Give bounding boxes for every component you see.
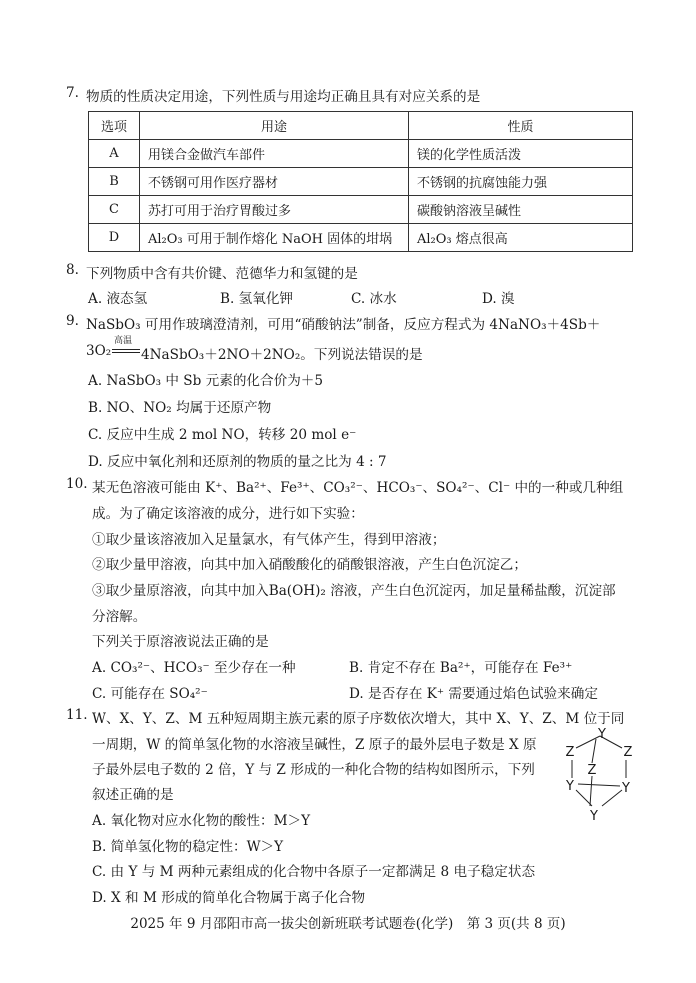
page-footer: 2025 年 9 月邵阳市高一拔尖创新班联考试题卷(化学) 第 3 页(共 8 页) [130,916,566,932]
option-c: C. 反应中生成 2 mol NO，转移 20 mol e⁻ [88,427,357,443]
option-d: D. 溴 [482,291,515,307]
options-table [88,111,633,252]
table-cell: 用镁合金做汽车部件 [140,140,409,168]
reaction-arrow-line [112,349,140,350]
table-header-row [89,112,633,140]
table-cell: 不锈钢可用作医疗器材 [140,168,409,196]
option-a: A. 氧化物对应水化物的酸性：M＞Y [92,813,311,829]
question-number: 11. [66,707,88,723]
atom-label: Z [565,745,575,760]
table-cell: A [89,140,140,168]
atom-label: Y [622,781,630,796]
table-cell: 不锈钢的抗腐蚀能力强 [409,168,633,196]
atom-label: Y [590,809,598,824]
option-c: C. 由 Y 与 M 两种元素组成的化合物中各原子一定都满足 8 电子稳定状态 [92,864,536,880]
table-header: 用途 [140,112,409,140]
reaction-arrow-line [112,352,140,353]
table-cell: 镁的化学性质活泼 [409,140,633,168]
option-d: D. X 和 M 形成的简单化合物属于离子化合物 [92,890,366,906]
question-stem-line: 叙述正确的是 [92,787,174,803]
table-cell: D [89,224,140,252]
option-d: D. 是否存在 K⁺ 需要通过焰色试验来确定 [349,686,598,702]
table-cell: C [89,196,140,224]
option-a: A. NaSbO₃ 中 Sb 元素的化合价为＋5 [88,373,324,389]
molecule-structure-diagram [556,722,642,828]
question-stem-line: 某无色溶液可能由 K⁺、Ba²⁺、Fe³⁺、CO₃²⁻、HCO₃⁻、SO₄²⁻、Cl⁻ 中的一种或几种组 [92,480,624,496]
option-b: B. NO、NO₂ 均属于还原产物 [88,400,272,416]
question-number: 10. [66,476,88,492]
table-cell: B [89,168,140,196]
question-stem-line: 成。为了确定该溶液的成分，进行如下实验： [92,506,364,522]
atom-label: Z [623,745,633,760]
question-ask: 下列关于原溶液说法正确的是 [92,634,269,650]
question-stem-line: W、X、Y、Z、M 五种短周期主族元素的原子序数依次增大，其中 X、Y、Z、M 位于同 [92,711,625,727]
option-c: C. 可能存在 SO₄²⁻ [92,686,208,702]
question-stem-line: 子最外层电子数的 2 倍，Y 与 Z 形成的一种化合物的结构如图所示，下列 [92,762,535,778]
question-stem: 下列物质中含有共价键、范德华力和氢键的是 [86,266,358,282]
option-b: B. 简单氢化物的稳定性：W＞Y [92,839,284,855]
experiment-step: ①取少量该溶液加入足量氯水，有气体产生，得到甲溶液； [92,532,446,548]
equation-reactants: 3O₂ [86,343,112,359]
table-row [89,196,633,224]
table-cell: 苏打可用于治疗胃酸过多 [140,196,409,224]
atom-label: Z [587,763,597,778]
table-row [89,224,633,252]
atom-label: Y [566,779,574,794]
table-cell: Al₂O₃ 熔点很高 [409,224,633,252]
question-stem-line: NaSbO₃ 可用作玻璃澄清剂，可用“硝酸钠法”制备，反应方程式为 4NaNO₃＋4Sb＋ [86,317,601,333]
table-row [89,140,633,168]
table-cell: 碳酸钠溶液呈碱性 [409,196,633,224]
question-stem: 物质的性质决定用途，下列性质与用途均正确且具有对应关系的是 [86,89,481,105]
question-number: 8. [66,262,79,278]
option-c: C. 冰水 [351,291,397,307]
atom-label: Y [598,727,606,742]
option-a: A. CO₃²⁻、HCO₃⁻ 至少存在一种 [92,660,296,676]
table-cell: Al₂O₃ 可用于制作熔化 NaOH 固体的坩埚 [140,224,409,252]
reaction-condition: 高温 [114,336,133,346]
option-b: B. 氢氧化钾 [220,291,294,307]
option-d: D. 反应中氧化剂和还原剂的物质的量之比为 4 : 7 [88,454,387,470]
table-row [89,168,633,196]
option-b: B. 肯定不存在 Ba²⁺，可能存在 Fe³⁺ [349,660,573,676]
experiment-step: 分溶解。 [92,609,147,625]
table-header: 选项 [89,112,140,140]
question-number: 7. [66,85,79,101]
experiment-step: ③取少量原溶液，向其中加入Ba(OH)₂ 溶液，产生白色沉淀丙，加足量稀盐酸，沉淀部 [92,583,616,599]
option-a: A. 液态氢 [88,291,148,307]
question-stem-line: 一周期，W 的简单氢化物的水溶液呈碱性，Z 原子的最外层电子数是 X 原 [92,737,537,753]
table-header: 性质 [409,112,633,140]
experiment-step: ②取少量甲溶液，向其中加入硝酸酸化的硝酸银溶液，产生白色沉淀乙； [92,557,527,573]
equation-products: 4NaSbO₃＋2NO＋2NO₂。下列说法错误的是 [141,347,423,363]
question-number: 9. [66,313,79,329]
